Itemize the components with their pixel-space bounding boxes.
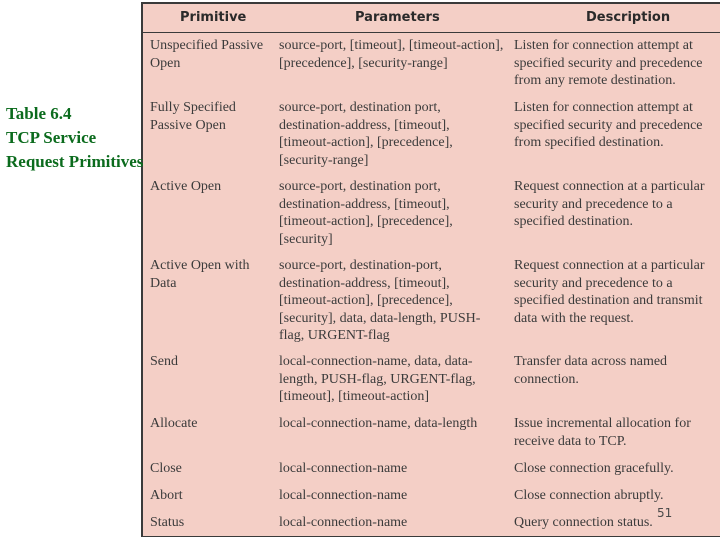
- cell-description: Query connection status.: [514, 515, 653, 530]
- cell-primitive: Unspecified Passive Open: [150, 38, 264, 71]
- cell-parameters: source-port, [timeout], [timeout-action], [precedence], [security-range]: [279, 38, 504, 71]
- primitives-table: [141, 2, 720, 537]
- cell-primitive: Send: [150, 354, 178, 369]
- cell-primitive: Active Open with Data: [150, 258, 250, 291]
- cell-description: Request connection at a particular security and precedence to a specified destination.: [514, 179, 705, 229]
- cell-primitive: Abort: [150, 488, 183, 503]
- table-caption: [6, 102, 176, 174]
- cell-parameters: local-connection-name, data, data-length, PUSH-flag, URGENT-flag, [timeout], [timeout-action]: [279, 354, 476, 404]
- header-parameters: Parameters: [355, 10, 440, 25]
- cell-primitive: Close: [150, 461, 182, 476]
- cell-description: Issue incremental allocation for receive data to TCP.: [514, 416, 691, 449]
- cell-primitive: Fully Specified Passive Open: [150, 100, 236, 133]
- cell-primitive: Status: [150, 515, 185, 530]
- cell-parameters: local-connection-name: [279, 461, 408, 476]
- cell-description: Listen for connection attempt at specified security and precedence from specified destination.: [514, 100, 703, 150]
- cell-parameters: local-connection-name: [279, 515, 408, 530]
- header-description: Description: [586, 10, 671, 25]
- cell-description: Transfer data across named connection.: [514, 354, 668, 387]
- cell-primitive: Active Open: [150, 179, 222, 194]
- cell-parameters: local-connection-name, data-length: [279, 416, 478, 431]
- caption-line-3: Request Primitives: [6, 152, 144, 171]
- cell-parameters: source-port, destination-port, destination-address, [timeout], [timeout-action], [precedence], [security], data, data-length, PUSH-flag, URGENT-flag: [279, 258, 481, 343]
- caption-line-2: TCP Service: [6, 128, 97, 147]
- cell-description: Request connection at a particular security and precedence to a specified destination and transmit data with the request.: [514, 258, 705, 326]
- cell-parameters: source-port, destination port, destination-address, [timeout], [timeout-action], [precedence], [security]: [279, 179, 453, 247]
- page-number: 51: [657, 506, 673, 520]
- cell-primitive: Allocate: [150, 416, 198, 431]
- header-primitive: Primitive: [180, 10, 247, 25]
- cell-description: Close connection gracefully.: [514, 461, 674, 476]
- table-header-row: [143, 2, 720, 33]
- cell-description: Close connection abruptly.: [514, 488, 664, 503]
- cell-description: Listen for connection attempt at specified security and precedence from any remote destination.: [514, 38, 703, 88]
- cell-parameters: source-port, destination port, destination-address, [timeout], [timeout-action], [precedence], [security-range]: [279, 100, 453, 168]
- cell-parameters: local-connection-name: [279, 488, 408, 503]
- caption-line-1: Table 6.4: [6, 104, 72, 123]
